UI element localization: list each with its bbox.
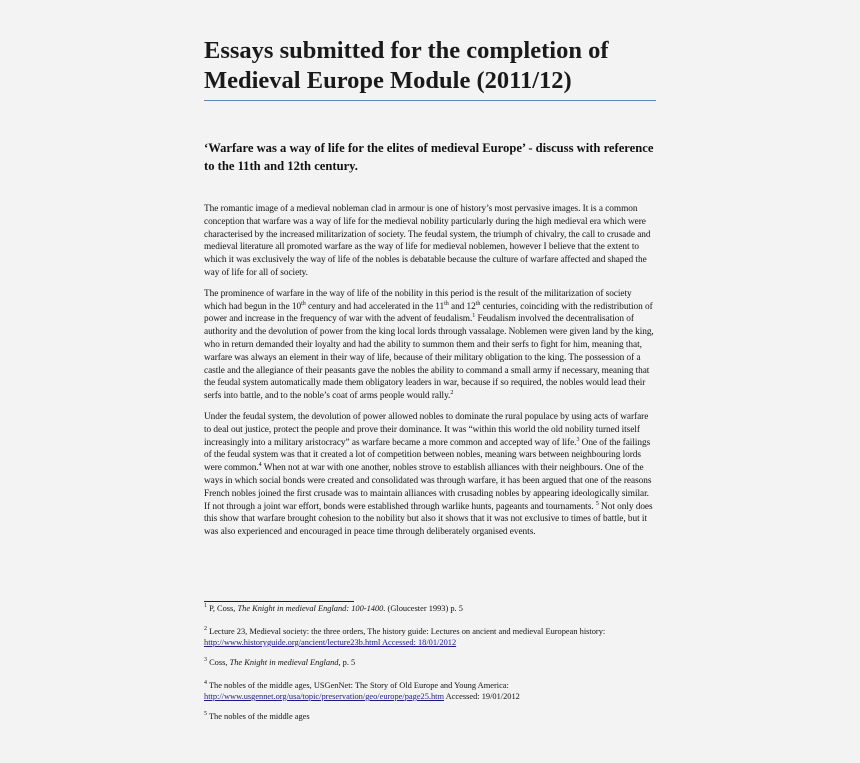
p2-text-b: century and had accelerated in the 11 — [305, 301, 445, 312]
footnote-3-title: The Knight in medieval England, — [229, 658, 341, 667]
footnote-ref-5[interactable]: 5 — [595, 500, 599, 507]
title-line-2: Medieval Europe Module (2011/12) — [204, 67, 572, 94]
footnote-4 — [204, 680, 664, 702]
footnote-3 — [204, 657, 664, 668]
p2-text-c: and 12 — [448, 301, 476, 312]
footnote-2-text: Lecture 23, Medieval society: the three orders, The history guide: Lectures on ancient and medieval European history: — [207, 627, 606, 636]
p2-text-e: Feudalism involved the decentralisation of authority and the devolution of power from the king local lords through vassalage. Noblemen were given land by the king, who in return demanded their loyalty and had the ability to summon them and their serfs to fight for him, meaning that, warfare was always an element in their way of life, because of their military obligation to the king. The possession of a castle and the allegiance of their peasants gave the nobles the ability to command a small army if necessary, meaning that the feudal system automatically made them obligatory leaders in war, because if so required, the nobles would lead their serfs into battle, and to the noble’s coat of arms people would rally. — [204, 314, 654, 402]
footnote-5-text: The nobles of the middle ages — [207, 712, 310, 721]
footnote-5-number: 5 — [204, 711, 207, 717]
footnote-2 — [204, 626, 664, 648]
footnote-3-text: Coss, — [207, 658, 230, 667]
footnote-ref-2[interactable]: 2 — [450, 390, 454, 397]
p2-sup-1: th — [301, 300, 306, 307]
footnote-4-text-b: Accessed: 19/01/2012 — [444, 692, 520, 701]
footnote-5 — [204, 711, 664, 722]
p2-sup-2: th — [444, 300, 449, 307]
footnote-ref-1[interactable]: 1 — [472, 313, 476, 320]
footnote-4-text: The nobles of the middle ages, USGenNet: The Story of Old Europe and Young America: — [207, 681, 509, 690]
p3-text-b: One of the failings of the feudal system was that it created a lot of competition between nobles, meaning wars between neighbouring lords were common. — [204, 437, 651, 474]
footnote-1-title: The Knight in medieval England: 100-1400. — [237, 604, 386, 613]
p3-text-a: Under the feudal system, the devolution of power allowed nobles to dominate the rural populace by using acts of warfare to deal out justice, protect the people and prove their dominance. It was “within this world the old nobility turned itself increasingly into a military aristocracy” as warfare became a more common and accepted way of life. — [204, 411, 649, 448]
p2-text-a: The prominence of warfare in the way of life of the nobility in this period is the result of the militarization of society which had begun in the 10 — [204, 288, 632, 312]
p2-sup-3: th — [475, 300, 481, 307]
footnote-4-link[interactable]: http://www.usgennet.org/usa/topic/preservation/geo/europe/page25.htm — [204, 692, 445, 701]
footnote-separator — [204, 601, 354, 602]
paragraph-1: The romantic image of a medieval nobleman clad in armour is one of history’s most pervasive images. It is a common conception that warfare was a way of life for the medieval nobility particularly during the high medieval era which were characterised by the increased militarization of society. The feudal system, the triumph of chivalry, the call to crusade and medieval literature all promoted warfare as the way of life for medieval noblemen, however I believe that the extent to which it was exclusively the way of life of the nobles is debatable because the culture of warfare affected and shaped the way of life for all of society. — [204, 204, 651, 278]
footnote-2-number: 2 — [204, 626, 207, 632]
footnote-1-text-b: (Gloucester 1993) p. 5 — [385, 604, 463, 613]
document-page — [204, 36, 656, 539]
footnote-2-link[interactable]: http://www.historyguide.org/ancient/lecture23b.html Accessed: 18/01/2012 — [204, 638, 457, 647]
footnote-1-text: P, Coss, — [207, 604, 238, 613]
footnote-3-number: 3 — [204, 657, 207, 663]
p2-text-d: centuries, coinciding with the redistribution of power and increase in the frequency of war with the advent of feudalism. — [204, 301, 653, 325]
footnote-3-text-b: p. 5 — [340, 658, 356, 667]
p3-text-c: When not at war with one another, nobles strove to establish alliances with their neighbours. One of the ways in which social bonds were created and consolidated was through warfare, it has been argued that one of the reasons French nobles joined the first crusade was to maintain alliances with crusading nobles by appearing ideologically similar. If not through a joint war effort, bonds were established through warlike hunts, pageants and tournaments. — [204, 463, 652, 512]
p3-text-d: Not only does this show that warfare brought cohesion to the nobility but also it shows that it was not exclusive to times of battle, but it was also experienced and encouraged in peace time through deliberately organised events. — [204, 501, 653, 538]
footnote-ref-4[interactable]: 4 — [258, 462, 262, 469]
document-title — [204, 36, 656, 101]
paragraph-2 — [204, 288, 656, 403]
title-line-1: Essays submitted for the completion of — [204, 37, 609, 64]
footnote-1 — [204, 603, 664, 614]
footnote-ref-3[interactable]: 3 — [576, 436, 580, 443]
essay-question: ‘Warfare was a way of life for the elites of medieval Europe’ - discuss with reference to the 11th and 12th century. — [204, 141, 654, 173]
paragraph-3 — [204, 411, 656, 539]
footnote-4-number: 4 — [204, 680, 207, 686]
footnote-1-number: 1 — [204, 603, 207, 609]
